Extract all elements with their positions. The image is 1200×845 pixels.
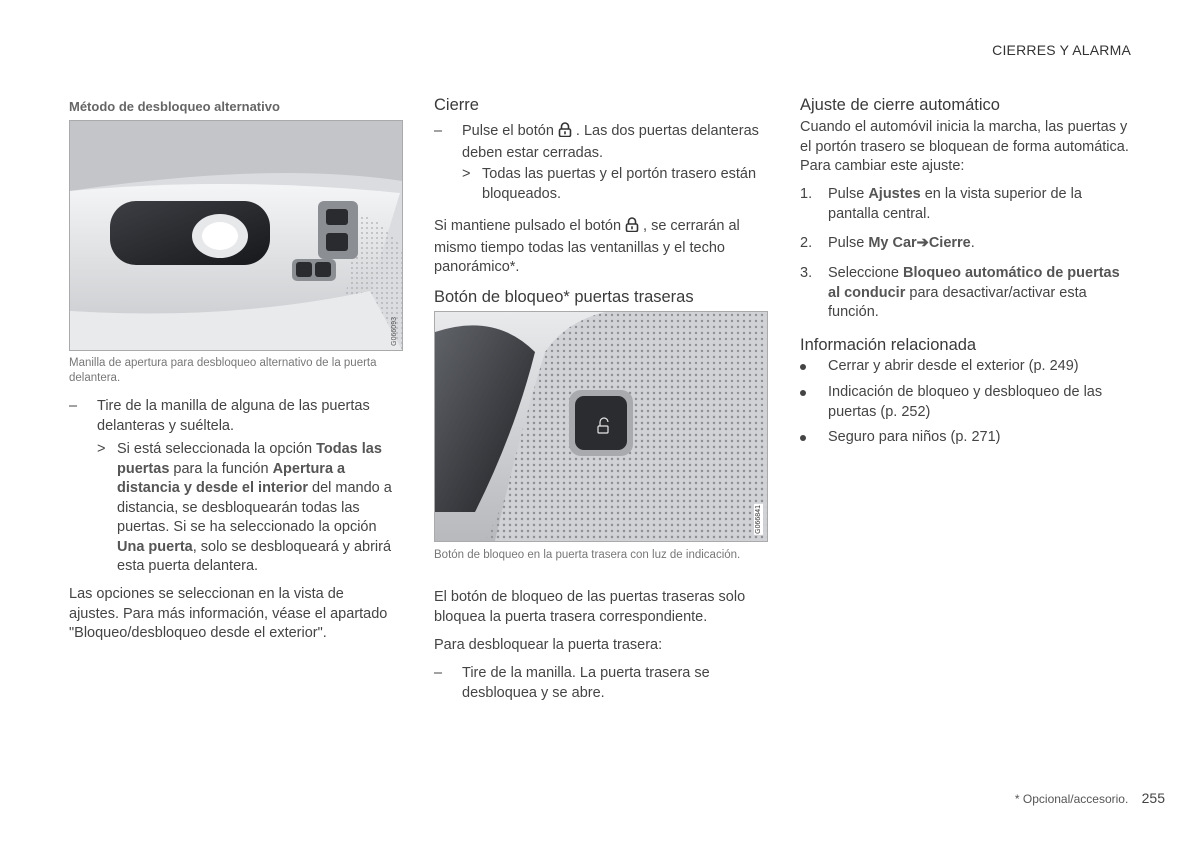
settings-paragraph: Las opciones se seleccionan en la vista de ajustes. Para más información, véase el apartado "Bloqueo/desbloqueo desde el exterior". [69, 586, 388, 641]
option-todas-las-puertas: Todas las puertas [117, 441, 382, 477]
step-pull-rear-handle [434, 664, 764, 703]
text-run: para desactivar/activar esta función. [828, 284, 1087, 320]
related-link-item[interactable] [800, 357, 1130, 377]
unlock-rear-paragraph: Para desbloquear la puerta trasera: [434, 637, 663, 653]
result-marker: > [462, 166, 471, 182]
arrow-right-icon: ➔ [916, 235, 929, 251]
text-run: . [970, 235, 975, 251]
related-link[interactable]: Seguro para niños (p. 271) [828, 429, 1001, 445]
step-text: Tire de la manilla. La puerta trasera se desbloquea y se abre. [462, 665, 710, 701]
menu-ajustes: Ajustes [868, 186, 921, 202]
numbered-step [800, 185, 1130, 224]
page-footer [1015, 790, 1165, 806]
menu-my-car: My Car [868, 235, 917, 251]
rear-lock-paragraph: El botón de bloqueo de las puertas traseras solo bloquea la puerta trasera correspondiente. [434, 589, 746, 625]
step-number: 2. [800, 235, 813, 251]
numbered-step [800, 234, 1130, 254]
front-door-handle-illustration [70, 121, 402, 350]
step-result [462, 165, 762, 204]
text-run: Pulse [828, 235, 869, 251]
step-text [828, 234, 1130, 254]
step-dash: – [434, 665, 443, 681]
figure-caption: Botón de bloqueo en la puerta trasera con luz de indicación. [434, 549, 741, 561]
text-run: , solo se desbloqueará y abrirá esta puerta delantera. [117, 538, 392, 574]
numbered-step [800, 264, 1130, 323]
step-text [828, 264, 1130, 323]
result-text: Todas las puertas y el portón trasero están bloqueados. [482, 166, 757, 202]
text-run: Si mantiene pulsado el botón [434, 218, 622, 234]
related-link[interactable]: Indicación de bloqueo y desbloqueo de las puertas (p. 252) [828, 384, 1103, 420]
text-run: Pulse el botón [462, 123, 554, 139]
function-apertura: Apertura a distancia y desde el interior [117, 460, 346, 496]
step-pull-handle [69, 397, 394, 436]
text-run: Seleccione [828, 265, 903, 281]
text-run: Si está seleccionada la opción [117, 441, 317, 457]
rear-door-lock-figure [434, 311, 768, 542]
step-text [828, 185, 1130, 224]
text-run: para la función [169, 460, 273, 477]
menu-cierre: Cierre [928, 235, 971, 251]
cierre-heading: Cierre [434, 96, 479, 114]
figure-code: G066841 [755, 505, 762, 534]
related-link-item[interactable] [800, 383, 1130, 422]
option-una-puerta: Una puerta [117, 538, 193, 555]
step-number: 1. [800, 186, 813, 202]
step-text: Tire de la manilla de alguna de las puertas delanteras y suéltela. [97, 398, 370, 434]
result-text [117, 440, 397, 577]
alt-unlock-heading: Método de desbloqueo alternativo [69, 99, 280, 114]
lock-icon [625, 217, 639, 239]
text-run: Pulse [828, 186, 869, 202]
related-link-item[interactable] [800, 428, 1130, 448]
bullet-icon [800, 364, 806, 370]
result-marker: > [97, 441, 106, 457]
page-number: 255 [1141, 790, 1165, 806]
figure-caption: Manilla de apertura para desbloqueo alternativo de la puerta delantera. [69, 357, 377, 384]
bullet-icon [800, 390, 806, 396]
step-dash: – [69, 398, 78, 414]
related-info-heading: Información relacionada [800, 336, 977, 354]
hold-lock-paragraph [434, 217, 764, 278]
auto-lock-heading: Ajuste de cierre automático [800, 96, 1000, 114]
text-run: del mando a distancia, se desbloquearán todas las puertas. Si se ha seleccionado la opción [117, 480, 392, 535]
step-text [462, 122, 764, 163]
bullet-icon [800, 435, 806, 441]
step-result [97, 440, 397, 577]
step-number: 3. [800, 265, 813, 281]
option-auto-lock: Bloqueo automático de puertas al conducir [828, 265, 1120, 301]
text-run: . Las dos puertas delanteras deben estar cerradas. [462, 123, 759, 161]
auto-lock-intro: Cuando el automóvil inicia la marcha, las puertas y el portón trasero se bloquean de forma automática. Para cambiar este ajuste: [800, 119, 1129, 174]
text-run: en la vista superior de la pantalla central. [828, 186, 1082, 222]
step-dash: – [434, 123, 443, 139]
step-press-lock [434, 122, 764, 163]
front-door-handle-figure [69, 120, 403, 351]
rear-door-lock-illustration [435, 312, 767, 541]
lock-icon [558, 122, 572, 144]
figure-code: G066093 [391, 317, 398, 346]
related-link[interactable]: Cerrar y abrir desde el exterior (p. 249) [828, 358, 1079, 374]
text-run: , se cerrarán al mismo tiempo todas las ventanillas y el techo panorámico*. [434, 218, 740, 275]
optional-note: * Opcional/accesorio. [1014, 792, 1129, 806]
rear-lock-heading: Botón de bloqueo* puertas traseras [434, 288, 694, 306]
section-title: CIERRES Y ALARMA [992, 42, 1131, 58]
